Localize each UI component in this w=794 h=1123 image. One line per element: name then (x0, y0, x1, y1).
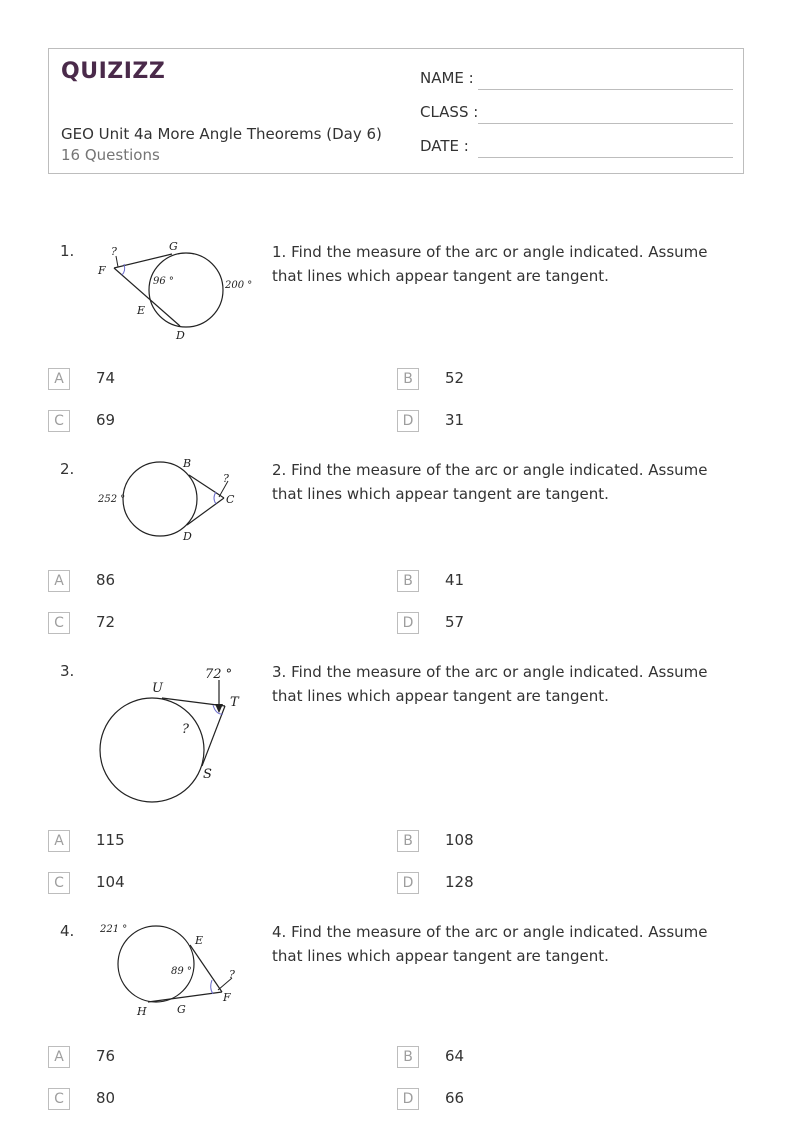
fig-label: C (226, 493, 235, 506)
question-number: 3. (60, 662, 75, 680)
fig-label: 96 ° (153, 276, 174, 287)
question-text: 2. Find the measure of the arc or angle indicated. Assume that lines which appear tangent are tangent. (272, 461, 708, 503)
question-text: 3. Find the measure of the arc or angle indicated. Assume that lines which appear tangent are tangent. (272, 663, 708, 705)
option-d-box[interactable]: D (397, 410, 419, 432)
name-label: NAME : (420, 69, 474, 87)
name-field[interactable] (478, 89, 733, 90)
question-number: 1. (60, 242, 75, 260)
option-a-value[interactable]: 86 (96, 571, 116, 589)
class-field[interactable] (478, 123, 733, 124)
option-c-value[interactable]: 104 (96, 873, 125, 891)
option-b-value[interactable]: 41 (445, 571, 465, 589)
fig-label: 221 ° (100, 924, 128, 935)
question-2-figure (92, 455, 252, 547)
class-label: CLASS : (420, 103, 479, 121)
fig-label: 252 ° (98, 494, 126, 505)
option-d-value[interactable]: 31 (445, 411, 465, 429)
date-field[interactable] (478, 157, 733, 158)
fig-label: H (137, 1005, 147, 1018)
option-a-box[interactable]: A (48, 570, 70, 592)
fig-label: 72 ° (205, 667, 233, 682)
option-d-box[interactable]: D (397, 612, 419, 634)
option-d-box[interactable]: D (397, 872, 419, 894)
fig-label: D (183, 530, 192, 543)
fig-label: E (195, 934, 204, 947)
question-4-figure (92, 918, 252, 1022)
option-c-box[interactable]: C (48, 1088, 70, 1110)
option-d-value[interactable]: 66 (445, 1089, 465, 1107)
question-text: 4. Find the measure of the arc or angle indicated. Assume that lines which appear tangent are tangent. (272, 923, 708, 965)
option-a-box[interactable]: A (48, 1046, 70, 1068)
option-a-value[interactable]: 76 (96, 1047, 116, 1065)
option-c-box[interactable]: C (48, 612, 70, 634)
option-b-box[interactable]: B (397, 368, 419, 390)
option-c-box[interactable]: C (48, 872, 70, 894)
fig-label: E (137, 304, 146, 317)
fig-label: T (230, 695, 239, 710)
fig-label: D (176, 329, 185, 342)
option-a-value[interactable]: 115 (96, 831, 125, 849)
fig-label: G (177, 1003, 186, 1016)
option-a-value[interactable]: 74 (96, 369, 116, 387)
option-c-value[interactable]: 72 (96, 613, 116, 631)
fig-label: ? (111, 245, 117, 258)
option-b-value[interactable]: 108 (445, 831, 474, 849)
option-b-box[interactable]: B (397, 570, 419, 592)
fig-label: ? (223, 472, 229, 485)
option-d-value[interactable]: 128 (445, 873, 474, 891)
option-a-box[interactable]: A (48, 830, 70, 852)
fig-label: 200 ° (225, 280, 253, 291)
question-3-figure (92, 660, 262, 810)
option-c-value[interactable]: 80 (96, 1089, 116, 1107)
fig-label: ? (182, 722, 189, 737)
option-b-value[interactable]: 52 (445, 369, 465, 387)
question-number: 2. (60, 460, 75, 478)
date-label: DATE : (420, 137, 469, 155)
fig-label: S (203, 767, 212, 782)
option-c-value[interactable]: 69 (96, 411, 116, 429)
worksheet-title: GEO Unit 4a More Angle Theorems (Day 6) (61, 125, 382, 143)
fig-label: B (183, 457, 192, 470)
fig-label: F (98, 264, 106, 277)
fig-label: 89 ° (171, 966, 192, 977)
quizizz-logo: QUIZIZZ (61, 59, 166, 84)
question-number: 4. (60, 922, 75, 940)
option-d-box[interactable]: D (397, 1088, 419, 1110)
worksheet-header (48, 48, 744, 174)
option-b-box[interactable]: B (397, 1046, 419, 1068)
fig-label: U (152, 681, 163, 696)
question-count: 16 Questions (61, 146, 160, 164)
option-b-value[interactable]: 64 (445, 1047, 465, 1065)
question-text: 1. Find the measure of the arc or angle indicated. Assume that lines which appear tangent are tangent. (272, 243, 708, 285)
question-1-figure (92, 236, 262, 346)
option-b-box[interactable]: B (397, 830, 419, 852)
option-c-box[interactable]: C (48, 410, 70, 432)
fig-label: F (223, 991, 231, 1004)
fig-label: ? (229, 968, 235, 981)
option-d-value[interactable]: 57 (445, 613, 465, 631)
option-a-box[interactable]: A (48, 368, 70, 390)
fig-label: G (169, 240, 178, 253)
